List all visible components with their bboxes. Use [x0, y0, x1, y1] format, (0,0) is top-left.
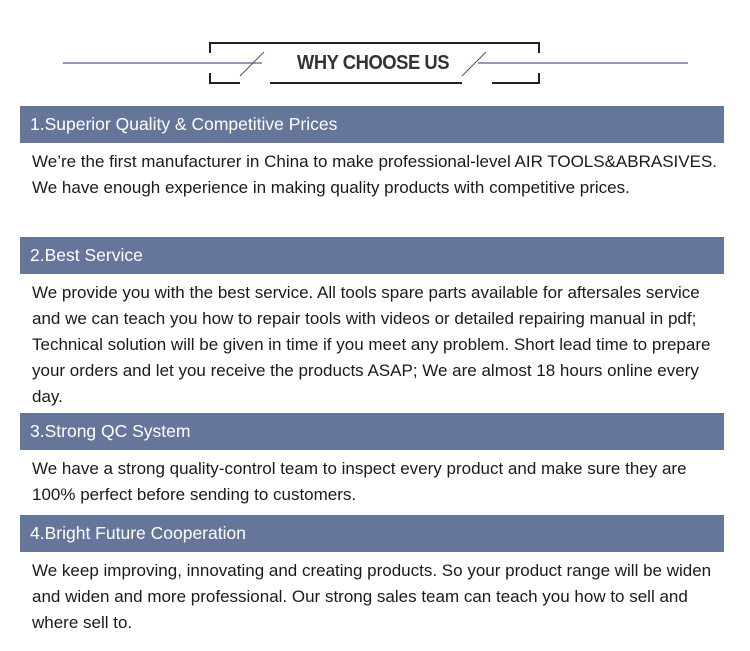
section-header-service: 2.Best Service	[20, 237, 724, 274]
section-header-quality: 1.Superior Quality & Competitive Prices	[20, 106, 724, 143]
section-body-quality: We’re the first manufacturer in China to make professional-level AIR TOOLS&ABRASIVES. We have enough experience in making quality products with competitive prices.	[32, 152, 718, 197]
section-title-banner	[0, 0, 750, 100]
page-title: WHY CHOOSE US	[296, 52, 450, 74]
section-body-qc: We have a strong quality-control team to inspect every product and make sure they are 100% perfect before sending to customers.	[32, 459, 687, 504]
section-body-service: We provide you with the best service. All tools spare parts available for aftersales service and we can teach you how to repair tools with videos or detailed repairing manual in pdf; Technical solution will be given in time if you meet any problem. Short lead time to prepare your orders and let you receive the products ASAP; We are almost 18 hours online every day.	[32, 283, 711, 406]
section-header-qc: 3.Strong QC System	[20, 413, 724, 450]
section-body-cooperation: We keep improving, innovating and creating products. So your product range will be widen and widen and more professional. Our strong sales team can teach you how to sell and where sell to.	[32, 561, 712, 632]
section-header-cooperation: 4.Bright Future Cooperation	[20, 515, 724, 552]
